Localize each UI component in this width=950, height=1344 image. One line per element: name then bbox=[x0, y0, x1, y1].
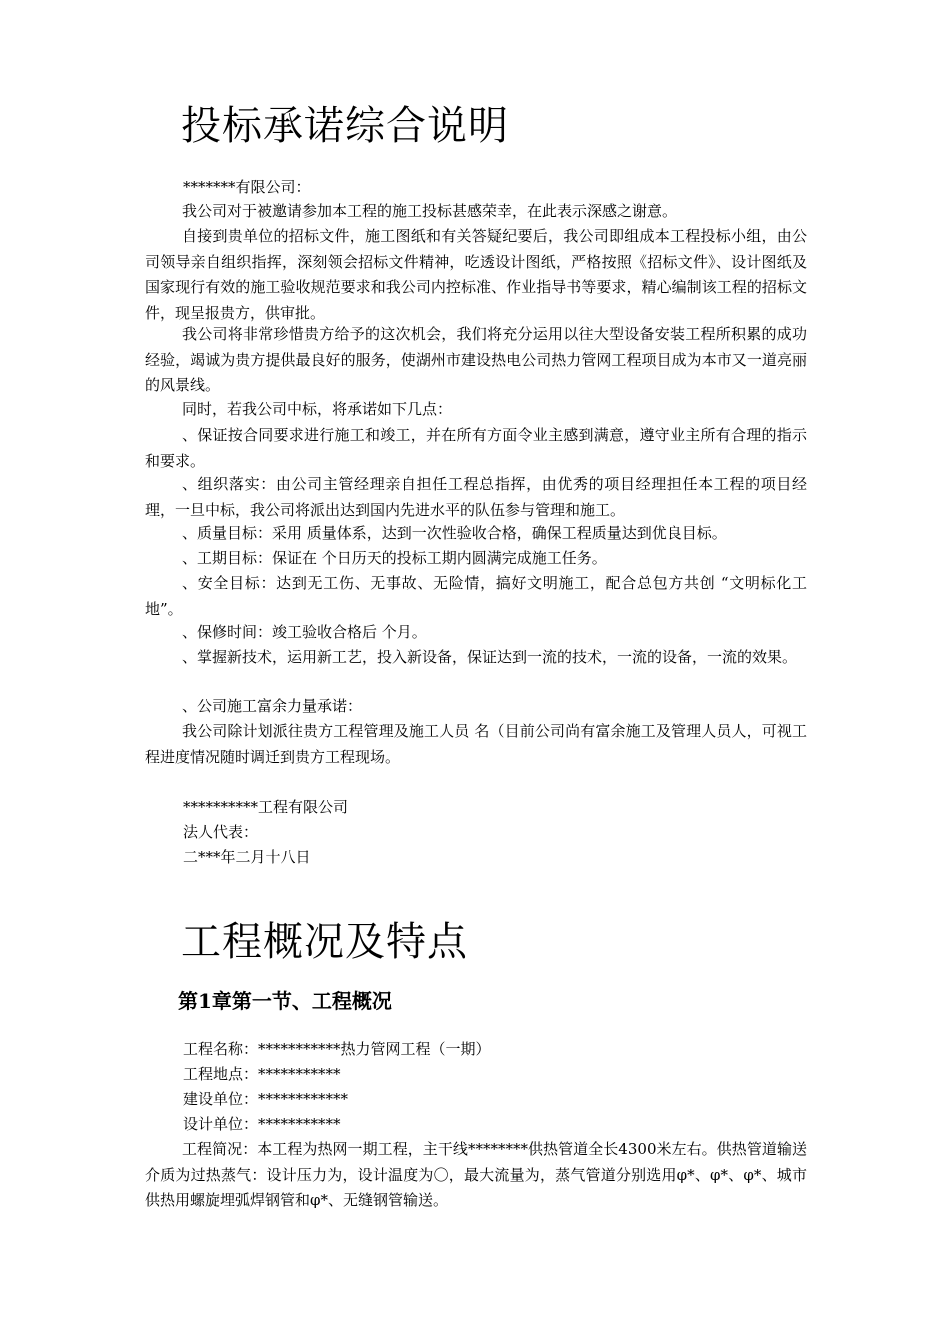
paragraph: 同时，若我公司中标，将承诺如下几点： bbox=[182, 400, 453, 418]
commitment-item: 、组织落实：由公司主管经理亲自担任工程总指挥，由优秀的项目经理担任本工程的项目经理，一旦中标，我公司将派出达到国内先进水平的队伍参与管理和施工。 bbox=[145, 475, 807, 519]
signature-date: 二***年二月十八日 bbox=[183, 848, 311, 866]
paragraph: 我公司将非常珍惜贵方给予的这次机会，我们将充分运用以往大型设备安装工程所积累的成功经验，竭诚为贵方提供最良好的服务，使湖州市建设热电公司热力管网工程项目成为本市又一道亮丽的风景线。 bbox=[145, 325, 807, 394]
designer-field: 设计单位：*********** bbox=[183, 1115, 341, 1133]
project-name-field: 工程名称：***********热力管网工程（一期） bbox=[183, 1040, 491, 1058]
salutation: *******有限公司： bbox=[183, 178, 311, 196]
paragraph: 自接到贵单位的招标文件，施工图纸和有关答疑纪要后，我公司即组成本工程投标小组，由公司领导亲自组织指挥，深刻领会招标文件精神，吃透设计图纸，严格按照《招标文件》、设计图纸及国家现行有效的施工验收规范要求和我公司内控标准、作业指导书等要求，精心编制该工程的招标文件，现呈报贵方，供审批。 bbox=[145, 227, 807, 322]
commitment-item: 、掌握新技术，运用新工艺，投入新设备，保证达到一流的技术，一流的设备，一流的效果。 bbox=[182, 648, 798, 666]
project-summary: 工程简况：本工程为热网一期工程，主干线********供热管道全长4300米左右。供热管道输送介质为过热蒸气：设计压力为，设计温度为〇，最大流量为，蒸气管道分别选用φ*、φ*、φ*、城市供热用螺旋埋弧焊钢管和φ*、无缝钢管输送。 bbox=[145, 1140, 807, 1209]
owner-field: 建设单位：************ bbox=[183, 1090, 349, 1108]
signature-representative: 法人代表： bbox=[183, 823, 259, 841]
commitment-item: 、质量目标：采用 质量体系，达到一次性验收合格，确保工程质量达到优良目标。 bbox=[182, 524, 727, 542]
paragraph: 我公司对于被邀请参加本工程的施工投标甚感荣幸，在此表示深感之谢意。 bbox=[182, 202, 678, 220]
paragraph: 我公司除计划派往贵方工程管理及施工人员 名（目前公司尚有富余施工及管理人员人，可视工程进度情况随时调迁到贵方工程现场。 bbox=[145, 722, 807, 766]
commitment-item: 、安全目标：达到无工伤、无事故、无险情，搞好文明施工，配合总包方共创 “文明标化工地”。 bbox=[145, 574, 807, 618]
commitment-item: 、保证按合同要求进行施工和竣工，并在所有方面令业主感到满意，遵守业主所有合理的指示和要求。 bbox=[145, 426, 807, 470]
section-title-bid-commitment: 投标承诺综合说明 bbox=[181, 103, 509, 149]
commitment-item: 、工期目标：保证在 个日历天的投标工期内圆满完成施工任务。 bbox=[182, 549, 607, 567]
commitment-item: 、保修时间：竣工验收合格后 个月。 bbox=[182, 623, 427, 641]
commitment-item: 、公司施工富余力量承诺： bbox=[182, 697, 363, 715]
section-title-project-overview: 工程概况及特点 bbox=[181, 919, 468, 965]
chapter-heading: 第1章第一节、工程概况 bbox=[178, 989, 392, 1013]
signature-company: **********工程有限公司 bbox=[183, 798, 349, 816]
project-location-field: 工程地点：*********** bbox=[183, 1065, 341, 1083]
